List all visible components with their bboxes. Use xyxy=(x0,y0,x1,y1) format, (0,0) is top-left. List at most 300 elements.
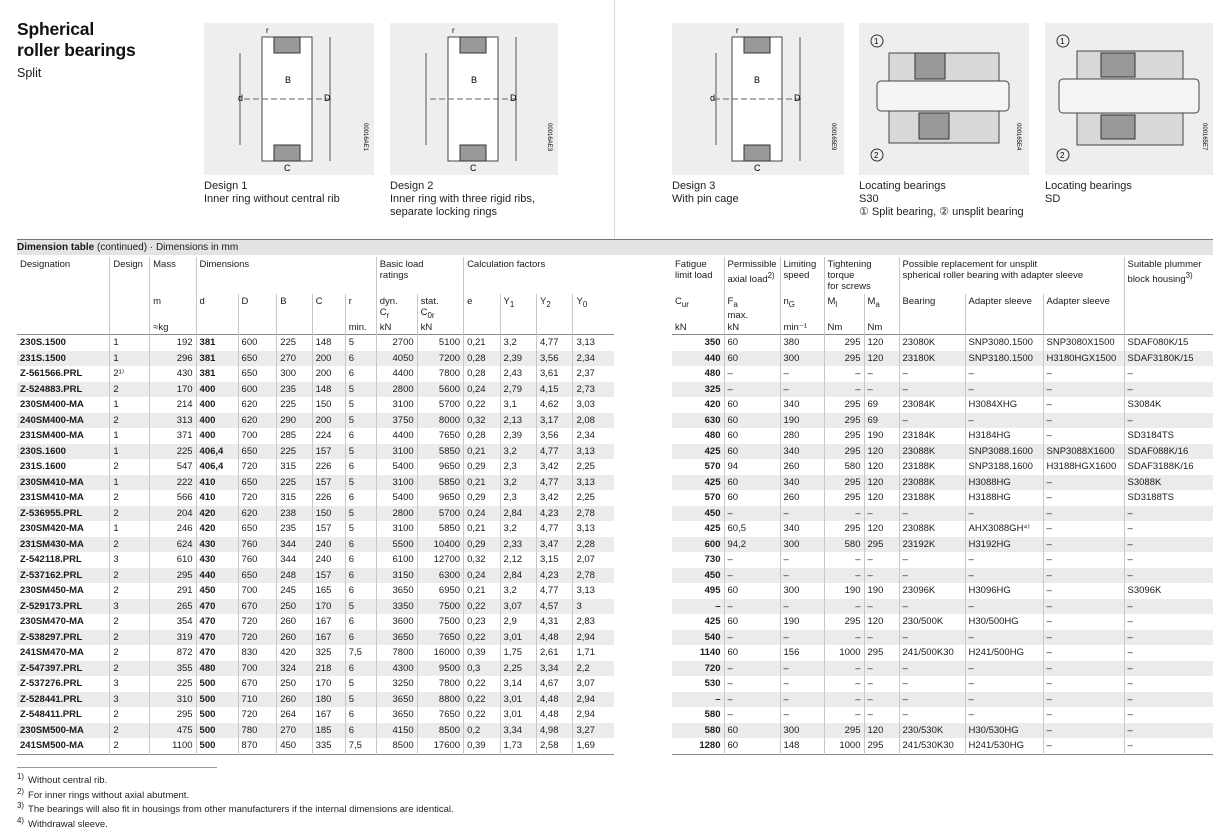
table-cell: 7800 xyxy=(376,645,417,661)
figure-code: 000165E4 xyxy=(1015,123,1021,151)
table-cell: 4,77 xyxy=(537,444,573,460)
table-cell: 7200 xyxy=(417,351,463,367)
table-cell: 23184K xyxy=(899,428,965,444)
table-cell: 231SM400-MA xyxy=(20,430,84,441)
table-row xyxy=(672,335,1213,351)
table-cell: 310 xyxy=(150,692,196,708)
table-row xyxy=(17,490,614,506)
table-row xyxy=(672,506,1213,522)
table-cell: 480 xyxy=(704,368,721,379)
table-cell: – xyxy=(1043,490,1124,506)
table-cell: 1 xyxy=(110,521,150,537)
table-cell: – xyxy=(899,692,965,708)
table-cell: 2,84 xyxy=(500,506,536,522)
table-cell: 200 xyxy=(312,413,345,429)
table-cell: 2 xyxy=(110,630,150,646)
table-cell: – xyxy=(899,568,965,584)
table-cell: 2,94 xyxy=(573,707,614,723)
table-cell: 4,48 xyxy=(537,630,573,646)
table-cell: 410 xyxy=(196,490,238,506)
table-cell: 6100 xyxy=(376,552,417,568)
table-cell: 1 xyxy=(110,335,150,351)
table-cell: 2,37 xyxy=(573,366,614,382)
table-cell: 2,25 xyxy=(500,661,536,677)
table-cell: 4,62 xyxy=(537,397,573,413)
table-cell: 12700 xyxy=(417,552,463,568)
table-row xyxy=(17,692,614,708)
table-cell: 2 xyxy=(110,645,150,661)
table-cell: 5 xyxy=(345,676,376,692)
table-cell: 450 xyxy=(672,568,724,584)
table-cell: – xyxy=(1043,583,1124,599)
table-cell: 600 xyxy=(238,335,277,351)
table-cell: 600 xyxy=(672,537,724,553)
table-row xyxy=(672,444,1213,460)
page-divider xyxy=(614,0,615,238)
table-cell: 381 xyxy=(196,366,238,382)
table-cell: 6 xyxy=(345,537,376,553)
table-cell: 300 xyxy=(780,723,824,739)
table-cell: 400 xyxy=(196,428,238,444)
table-cell: 150 xyxy=(312,506,345,522)
table-cell: – xyxy=(1124,382,1213,398)
housing-drawing-sd xyxy=(1045,23,1213,175)
bearing-drawing-2 xyxy=(390,23,558,175)
table-cell: – xyxy=(824,552,864,568)
table-cell: 8500 xyxy=(417,723,463,739)
table-cell: – xyxy=(824,568,864,584)
table-cell: 16000 xyxy=(417,645,463,661)
table-row xyxy=(672,521,1213,537)
table-cell: – xyxy=(1043,397,1124,413)
table-row xyxy=(17,506,614,522)
table-cell: 4,77 xyxy=(537,335,573,351)
table-cell: 295 xyxy=(864,738,899,754)
table-cell: SD3188TS xyxy=(1124,490,1213,506)
table-cell: Z-542118.PRL xyxy=(20,554,82,565)
table-row xyxy=(672,661,1213,677)
col-y1: $Y_1$ xyxy=(500,294,536,322)
table-cell: 475 xyxy=(150,723,196,739)
table-cell: 650 xyxy=(238,521,277,537)
table-cell: 3,17 xyxy=(537,413,573,429)
table-cell: – xyxy=(780,506,824,522)
table-row xyxy=(672,552,1213,568)
table-cell: 3 xyxy=(110,676,150,692)
table-cell: 0,22 xyxy=(464,676,500,692)
table-cell: 260 xyxy=(277,630,312,646)
table-cell: – xyxy=(780,366,824,382)
table-cell: 570 xyxy=(704,492,721,503)
figure-code: 000165E7 xyxy=(1201,123,1207,151)
table-cell: 420 xyxy=(196,521,238,537)
table-cell: 94,2 xyxy=(724,537,780,553)
table-cell: 120 xyxy=(864,351,899,367)
table-cell: 0,24 xyxy=(464,382,500,398)
table-cell: 235 xyxy=(277,382,312,398)
table-cell: 300 xyxy=(780,351,824,367)
table-cell: – xyxy=(724,366,780,382)
table-cell: SDAF3188K/16 xyxy=(1124,459,1213,475)
table-cell: – xyxy=(864,661,899,677)
table-cell: – xyxy=(1043,723,1124,739)
table-cell: 4,15 xyxy=(537,382,573,398)
table-cell: 9650 xyxy=(417,459,463,475)
table-cell: 120 xyxy=(864,475,899,491)
table-cell: 157 xyxy=(312,444,345,460)
table-cell: Z-537276.PRL xyxy=(20,678,83,689)
table-cell: SDAF080K/15 xyxy=(1124,335,1213,351)
table-cell: 470 xyxy=(196,599,238,615)
table-cell: 120 xyxy=(864,490,899,506)
table-cell: 225 xyxy=(277,335,312,351)
table-cell: 650 xyxy=(238,351,277,367)
table-cell: – xyxy=(1124,707,1213,723)
table-cell: 3150 xyxy=(376,568,417,584)
table-cell: 340 xyxy=(780,397,824,413)
table-cell: – xyxy=(824,661,864,677)
table-cell: 4,48 xyxy=(537,707,573,723)
table-cell: – xyxy=(899,506,965,522)
table-cell: 3,56 xyxy=(537,428,573,444)
dim-label-c: C xyxy=(754,163,761,173)
table-cell: – xyxy=(899,382,965,398)
table-row xyxy=(672,475,1213,491)
table-cell: Z-548411.PRL xyxy=(20,709,82,720)
table-cell: 3,01 xyxy=(500,692,536,708)
col-replacement: Possible replacement for unsplit spherical roller bearing with adapter sleeve xyxy=(899,257,1124,294)
col-dimensions: Dimensions xyxy=(196,257,376,294)
table-cell: 0,28 xyxy=(464,428,500,444)
table-cell: 230SM450-MA xyxy=(20,585,84,596)
col-y0: $Y_0$ xyxy=(573,294,614,322)
footnote: $^{2)}$ For inner rings without axial abutment. xyxy=(17,786,190,801)
table-cell: 69 xyxy=(864,397,899,413)
col-plummer: Suitable plummer block housing$^{3)}$ xyxy=(1124,257,1213,294)
table-cell: 600 xyxy=(238,382,277,398)
table-cell: 650 xyxy=(238,444,277,460)
table-cell: 17600 xyxy=(417,738,463,754)
table-cell: – xyxy=(724,707,780,723)
table-cell: 425 xyxy=(672,444,724,460)
table-cell: 295 xyxy=(864,537,899,553)
col-tightening: Tightening torque for screws xyxy=(824,257,899,294)
table-cell: 148 xyxy=(312,382,345,398)
table-cell: 670 xyxy=(238,599,277,615)
table-cell: 0,23 xyxy=(464,614,500,630)
table-cell: 246 xyxy=(150,521,196,537)
table-cell: 720 xyxy=(238,614,277,630)
table-cell: 3100 xyxy=(376,444,417,460)
table-cell: 400 xyxy=(196,413,238,429)
table-cell: 3,56 xyxy=(537,351,573,367)
col-fa: $F_a$ max. xyxy=(724,294,780,322)
table-cell: 580 xyxy=(704,709,721,720)
table-cell: 1,71 xyxy=(573,645,614,661)
table-cell: 2,84 xyxy=(500,568,536,584)
table-cell: – xyxy=(864,382,899,398)
table-cell: 260 xyxy=(277,614,312,630)
table-cell: 1 xyxy=(110,428,150,444)
table-cell: 60 xyxy=(724,397,780,413)
table-cell: SNP3080.1500 xyxy=(965,335,1043,351)
table-cell: 495 xyxy=(704,585,721,596)
table-cell: 0,28 xyxy=(464,351,500,367)
table-cell: H3188HG xyxy=(965,490,1043,506)
table-cell: 470 xyxy=(196,645,238,661)
table-cell: 2 xyxy=(110,490,150,506)
table-cell: 2 xyxy=(110,459,150,475)
table-row xyxy=(17,335,614,351)
table-cell: – xyxy=(780,676,824,692)
table-cell: 3,2 xyxy=(500,335,536,351)
figure-caption-2: Design 2 Inner ring with three rigid ribs, separate locking rings xyxy=(390,180,535,218)
table-cell: 5600 xyxy=(417,382,463,398)
table-cell: 295 xyxy=(824,490,864,506)
table-cell: 1,73 xyxy=(500,738,536,754)
col-d: d xyxy=(196,294,238,322)
table-row xyxy=(672,351,1213,367)
table-cell: – xyxy=(965,630,1043,646)
table-cell: 3,47 xyxy=(537,537,573,553)
table-cell: – xyxy=(864,552,899,568)
table-cell: 430 xyxy=(196,537,238,553)
table-cell: 325 xyxy=(312,645,345,661)
table-cell: – xyxy=(965,366,1043,382)
table-cell: 290 xyxy=(277,413,312,429)
table-cell: – xyxy=(1124,552,1213,568)
col-adapter-2: Adapter sleeve xyxy=(1043,294,1124,322)
table-row xyxy=(17,382,614,398)
table-cell: – xyxy=(824,599,864,615)
table-cell: 610 xyxy=(150,552,196,568)
table-cell: 3350 xyxy=(376,599,417,615)
table-cell: 5 xyxy=(345,475,376,491)
table-cell: 0,24 xyxy=(464,568,500,584)
table-cell: – xyxy=(965,568,1043,584)
table-cell: 240 xyxy=(312,552,345,568)
table-cell: – xyxy=(899,661,965,677)
table-cell: 1140 xyxy=(699,647,721,658)
table-cell: – xyxy=(724,599,780,615)
table-cell: – xyxy=(780,707,824,723)
table-cell: 120 xyxy=(864,614,899,630)
table-cell: 225 xyxy=(150,676,196,692)
table-cell: – xyxy=(864,630,899,646)
table-cell: 6 xyxy=(345,661,376,677)
table-row xyxy=(17,351,614,367)
dim-label-D: D xyxy=(794,93,801,103)
table-cell: 230SM410-MA xyxy=(17,475,110,491)
table-cell: 2,94 xyxy=(573,630,614,646)
col-ma: $M_a$ xyxy=(864,294,899,322)
table-cell: 167 xyxy=(312,614,345,630)
table-cell: – xyxy=(780,568,824,584)
table-cell: 410 xyxy=(196,475,238,491)
table-cell: 231S.1600 xyxy=(20,461,66,472)
table-cell: 480 xyxy=(704,430,721,441)
table-cell: 225 xyxy=(277,475,312,491)
table-cell: – xyxy=(1124,645,1213,661)
table-cell: 6300 xyxy=(417,568,463,584)
table-cell: 630 xyxy=(672,413,724,429)
table-cell: – xyxy=(724,552,780,568)
table-cell: – xyxy=(1043,692,1124,708)
table-cell: 3,2 xyxy=(500,521,536,537)
col-ml: $M_l$ xyxy=(824,294,864,322)
table-cell: – xyxy=(724,676,780,692)
table-cell: 7800 xyxy=(417,366,463,382)
table-cell: 580 xyxy=(672,723,724,739)
table-cell: 200 xyxy=(312,366,345,382)
table-cell: 500 xyxy=(196,738,238,754)
table-cell: 340 xyxy=(780,444,824,460)
table-cell: 2 xyxy=(110,738,150,754)
table-cell: 3,2 xyxy=(500,444,536,460)
table-cell: 760 xyxy=(238,537,277,553)
table-row xyxy=(672,583,1213,599)
table-row xyxy=(17,583,614,599)
table-cell: 4,23 xyxy=(537,506,573,522)
table-cell: 225 xyxy=(150,444,196,460)
table-cell: 5 xyxy=(345,521,376,537)
table-row xyxy=(17,599,614,615)
table-cell: – xyxy=(1043,521,1124,537)
table-cell: 350 xyxy=(704,337,721,348)
dim-label-r: r xyxy=(736,26,739,35)
unit-kn-dyn: kN xyxy=(376,322,417,335)
table-cell: 470 xyxy=(196,630,238,646)
table-cell: – xyxy=(1043,661,1124,677)
table-cell: H30/530HG xyxy=(965,723,1043,739)
figure-caption-4: Locating bearings S30 ① Split bearing, ② unsplit bearing xyxy=(859,180,1024,218)
unit-kn-axial: kN xyxy=(724,322,780,335)
table-cell: 6 xyxy=(345,707,376,723)
table-cell: – xyxy=(965,413,1043,429)
table-cell: – xyxy=(965,676,1043,692)
table-cell: 157 xyxy=(312,568,345,584)
table-cell: 2,43 xyxy=(500,366,536,382)
table-cell: 3,2 xyxy=(500,583,536,599)
table-cell: 5400 xyxy=(376,459,417,475)
table-cell: 1000 xyxy=(824,645,864,661)
table-cell: 650 xyxy=(238,366,277,382)
col-mass: Mass xyxy=(150,257,196,294)
table-cell: 260 xyxy=(780,459,824,475)
table-cell: 7500 xyxy=(417,614,463,630)
table-cell: 2,12 xyxy=(500,552,536,568)
table-cell: – xyxy=(965,506,1043,522)
table-cell: 2,39 xyxy=(500,428,536,444)
table-row xyxy=(17,459,614,475)
housing-drawing-s30 xyxy=(859,23,1029,175)
dim-label-d: d xyxy=(710,93,716,103)
dim-label-r: r xyxy=(452,26,455,35)
table-cell: 344 xyxy=(277,537,312,553)
figure-caption-5: Locating bearings SD xyxy=(1045,180,1132,205)
table-cell: 6 xyxy=(345,568,376,584)
table-cell: Z-547397.PRL xyxy=(17,661,110,677)
table-cell: 710 xyxy=(238,692,277,708)
table-cell: 2,94 xyxy=(573,692,614,708)
table-cell: 2,34 xyxy=(573,428,614,444)
table-cell: – xyxy=(724,630,780,646)
table-row xyxy=(17,428,614,444)
dim-label-c: C xyxy=(284,163,291,173)
table-cell: 23188K xyxy=(899,459,965,475)
dim-label-d: d xyxy=(238,93,244,103)
table-cell: 2 xyxy=(110,568,150,584)
table-cell: 295 xyxy=(824,475,864,491)
table-cell: 120 xyxy=(864,459,899,475)
table-cell: 231S.1500 xyxy=(17,351,110,367)
table-cell: 230/500K xyxy=(899,614,965,630)
table-cell: 250 xyxy=(277,599,312,615)
table-cell: 1000 xyxy=(824,738,864,754)
figure-caption-3: Design 3 With pin cage xyxy=(672,180,739,205)
table-cell: 264 xyxy=(277,707,312,723)
table-cell: 230S.1500 xyxy=(20,337,66,348)
table-cell: 8800 xyxy=(417,692,463,708)
col-m: m xyxy=(150,294,196,322)
table-cell: 2,83 xyxy=(573,614,614,630)
table-cell: 5400 xyxy=(376,490,417,506)
table-cell: 3,34 xyxy=(500,723,536,739)
callout-1: 1 xyxy=(1060,37,1065,46)
table-cell: – xyxy=(1124,692,1213,708)
table-cell: – xyxy=(1043,366,1124,382)
table-cell: 0,32 xyxy=(464,413,500,429)
table-cell: 231SM430-MA xyxy=(17,537,110,553)
table-cell: 720 xyxy=(672,661,724,677)
table-cell: 214 xyxy=(150,397,196,413)
table-cell: – xyxy=(864,692,899,708)
table-cell: 2 xyxy=(110,506,150,522)
table-cell: – xyxy=(824,692,864,708)
table-cell: 8000 xyxy=(417,413,463,429)
table-row xyxy=(17,552,614,568)
table-cell: – xyxy=(780,552,824,568)
table-cell: 325 xyxy=(672,382,724,398)
table-cell: 2,28 xyxy=(573,537,614,553)
table-cell: 2,13 xyxy=(500,413,536,429)
table-cell: 23088K xyxy=(899,475,965,491)
table-row xyxy=(672,459,1213,475)
dimension-table-right xyxy=(672,257,1213,755)
table-cell: 2,61 xyxy=(537,645,573,661)
footnote-rule xyxy=(17,767,217,768)
table-cell: 3100 xyxy=(376,397,417,413)
table-cell: 450 xyxy=(277,738,312,754)
table-cell: 200 xyxy=(312,351,345,367)
table-cell: 3 xyxy=(110,692,150,708)
table-cell: 4150 xyxy=(376,723,417,739)
table-cell: 400 xyxy=(196,382,238,398)
table-cell: 3 xyxy=(110,599,150,615)
callout-2: 2 xyxy=(874,151,879,160)
table-cell: – xyxy=(1124,723,1213,739)
table-cell: 3650 xyxy=(376,583,417,599)
table-cell: 4400 xyxy=(376,366,417,382)
table-cell: 120 xyxy=(864,723,899,739)
table-cell: 4,57 xyxy=(537,599,573,615)
figure-locating-sd xyxy=(1045,23,1213,175)
table-cell: 0,22 xyxy=(464,630,500,646)
table-cell: 60 xyxy=(724,351,780,367)
table-row xyxy=(672,397,1213,413)
table-cell: 7,5 xyxy=(345,645,376,661)
figure-code: 00016AE3 xyxy=(546,123,552,152)
